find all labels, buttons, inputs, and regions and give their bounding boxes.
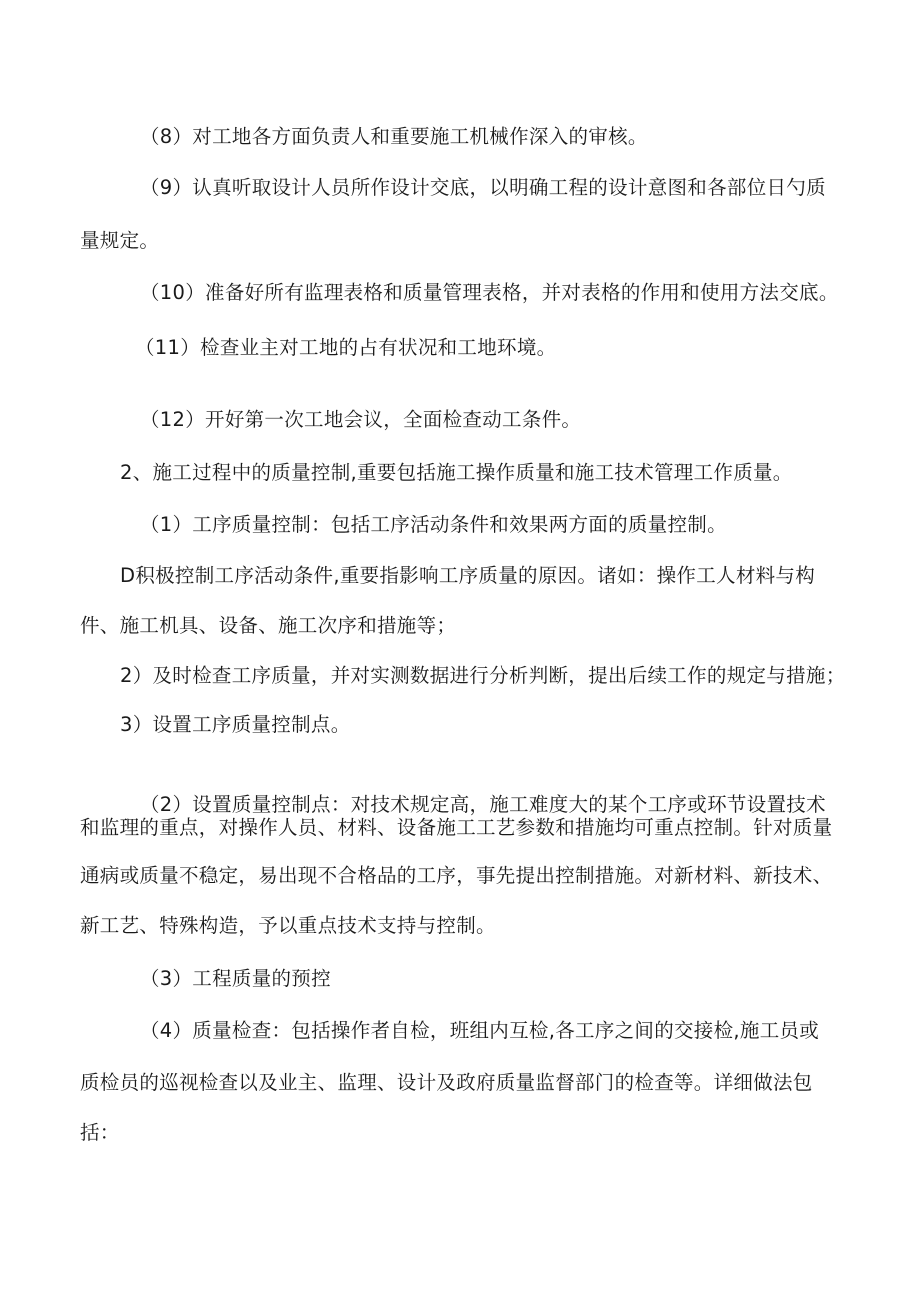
text-line: 括： <box>80 1121 120 1144</box>
text-line: 新工艺、特殊构造，予以重点技术支持与控制。 <box>80 914 496 937</box>
text-line: 和监理的重点，对操作人员、材料、设备施工工艺参数和措施均可重点控制。针对质量 <box>80 816 833 839</box>
text-line: 量规定。 <box>80 229 160 252</box>
text-line: （9）认真听取设计人员所作设计交底，以明确工程的设计意图和各部位日勺质 <box>140 176 826 199</box>
text-line: 通病或质量不稳定，易出现不合格品的工序，事先提出控制措施。对新材料、新技术、 <box>80 864 833 887</box>
text-line: （2）设置质量控制点：对技术规定高，施工难度大的某个工序或环节设置技术 <box>140 793 826 816</box>
text-line: （8）对工地各方面负责人和重要施工机械作深入的审核。 <box>140 125 648 148</box>
text-line: 件、施工机具、设备、施工次序和措施等； <box>80 614 457 637</box>
text-line: （10）准备好所有监理表格和质量管理表格，并对表格的作用和使用方法交底。 <box>140 281 839 304</box>
text-line: （12）开好第一次工地会议，全面检查动工条件。 <box>140 408 582 431</box>
text-line: （3）工程质量的预控 <box>140 967 331 990</box>
text-line: 3）设置工序质量控制点。 <box>120 713 351 736</box>
text-line: 2）及时检查工序质量，并对实测数据进行分析判断，提出后续工作的规定与措施； <box>120 664 846 687</box>
text-line: D积极控制工序活动条件,重要指影响工序质量的原因。诸如：操作工人材料与构 <box>120 564 816 587</box>
text-line: （11）检查业主对工地的占有状况和工地环境。 <box>135 336 557 359</box>
text-line: （4）质量检查：包括操作者自检，班组内互检,各工序之间的交接检,施工员或 <box>140 1019 820 1042</box>
text-line: 质检员的巡视检查以及业主、监理、设计及政府质量监督部门的检查等。详细做法包 <box>80 1071 813 1094</box>
text-line: 2、施工过程中的质量控制,重要包括施工操作质量和施工技术管理工作质量。 <box>120 461 793 484</box>
text-line: （1）工序质量控制：包括工序活动条件和效果两方面的质量控制。 <box>140 513 727 536</box>
